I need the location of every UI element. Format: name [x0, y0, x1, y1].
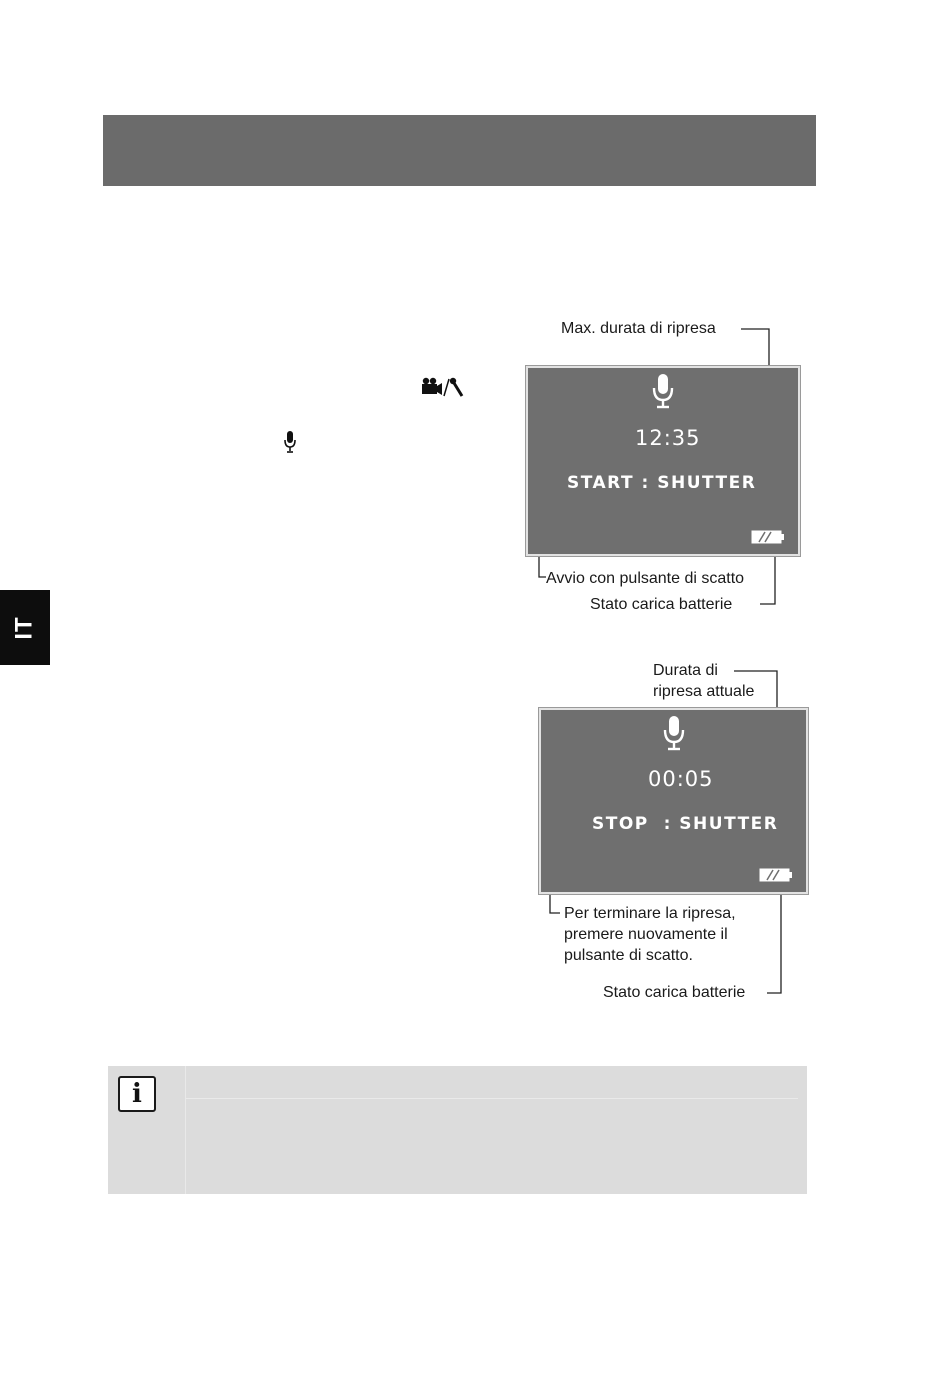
callout-current-duration-line2: ripresa attuale	[653, 683, 755, 700]
battery-icon	[759, 868, 793, 887]
microphone-icon	[650, 372, 676, 415]
callout-current-duration-line1: Durata di	[653, 662, 718, 679]
recording-screen	[539, 708, 808, 894]
record-ready-screen	[526, 366, 800, 556]
microphone-icon	[661, 714, 687, 757]
callout-start-shutter: Avvio con pulsante di scatto	[546, 570, 745, 587]
callout-stop-line3: pulsante di scatto.	[564, 947, 693, 964]
callout-stop-line1: Per terminare la ripresa,	[564, 905, 736, 922]
info-divider	[186, 1098, 798, 1099]
callout-stop-line2: premere nuovamente il	[564, 926, 728, 943]
info-note-box	[108, 1066, 807, 1194]
stop-command-text: STOP : SHUTTER	[592, 814, 779, 834]
current-duration-time: 00:05	[648, 767, 714, 791]
battery-icon	[751, 530, 785, 549]
callout-max-duration: Max. durata di ripresa	[561, 320, 716, 337]
callout-battery-status-2: Stato carica batterie	[603, 984, 746, 1001]
max-duration-time: 12:35	[635, 426, 701, 450]
info-icon: i	[118, 1076, 156, 1112]
callout-battery-status: Stato carica batterie	[590, 596, 733, 613]
language-tab-label: IT	[10, 615, 38, 640]
start-command-text: START : SHUTTER	[567, 473, 757, 493]
